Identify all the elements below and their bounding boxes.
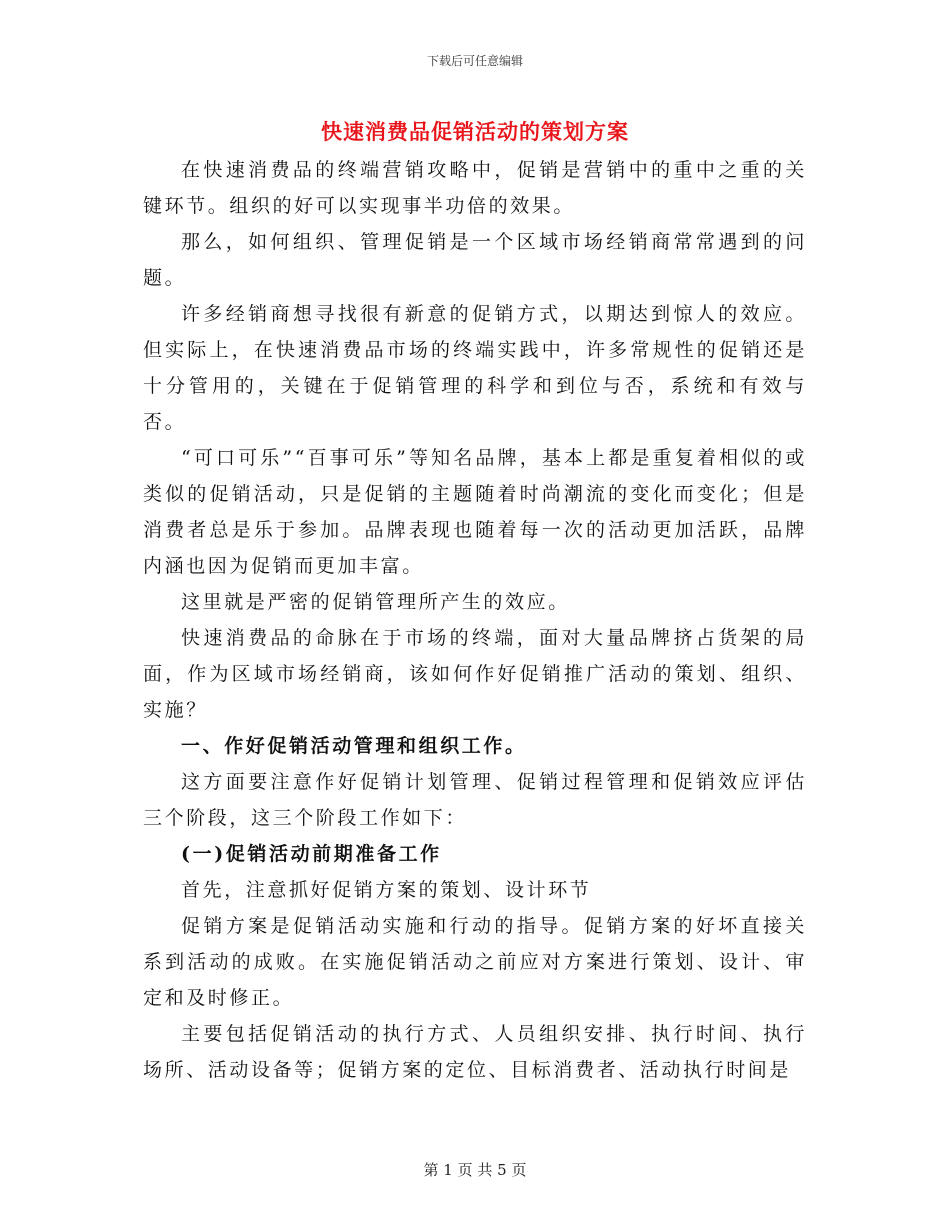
paragraph-question: 那么，如何组织、管理促销是一个区域市场经销商常常遇到的问题。: [143, 231, 807, 289]
paragraph-stages: 这方面要注意作好促销计划管理、促销过程管理和促销效应评估三个阶段，这三个阶段工作如下：: [143, 771, 807, 829]
document-body: [143, 152, 807, 1088]
page-header-note: 下载后可任意编辑: [426, 54, 523, 68]
subsection-heading-1: (一)促销活动前期准备工作: [181, 843, 442, 865]
section-heading-1: 一、作好促销活动管理和组织工作。: [181, 735, 527, 757]
paragraph-plan: 促销方案是促销活动实施和行动的指导。促销方案的好坏直接关系到活动的成败。在实施促销活动之前应对方案进行策划、设计、审定和及时修正。: [143, 915, 807, 1009]
paragraph-content: 主要包括促销活动的执行方式、人员组织安排、执行时间、执行场所、活动设备等；促销方案的定位、目标消费者、活动执行时间是: [143, 1023, 807, 1081]
paragraph-first: 首先，注意抓好促销方案的策划、设计环节: [181, 879, 592, 901]
paragraph-terminal: 快速消费品的命脉在于市场的终端，面对大量品牌挤占货架的局面，作为区域市场经销商，该如何作好促销推广活动的策划、组织、实施？: [143, 627, 807, 721]
paragraph-effect: 这里就是严密的促销管理所产生的效应。: [181, 591, 570, 613]
page-footer-number: 第 1 页 共 5 页: [423, 1161, 527, 1179]
document-title: 快速消费品促销活动的策划方案: [321, 119, 629, 144]
paragraph-brands: “可口可乐”“百事可乐”等知名品牌，基本上都是重复着相似的或类似的促销活动，只是促销的主题随着时尚潮流的变化而变化；但是消费者总是乐于参加。品牌表现也随着每一次的活动更加活跃，品牌内涵也因为促销而更加丰富。: [143, 447, 807, 577]
paragraph-intro: 在快速消费品的终端营销攻略中，促销是营销中的重中之重的关键环节。组织的好可以实现事半功倍的效果。: [143, 159, 807, 217]
paragraph-practice: 许多经销商想寻找很有新意的促销方式，以期达到惊人的效应。但实际上，在快速消费品市场的终端实践中，许多常规性的促销还是十分管用的，关键在于促销管理的科学和到位与否，系统和有效与否。: [143, 303, 807, 433]
